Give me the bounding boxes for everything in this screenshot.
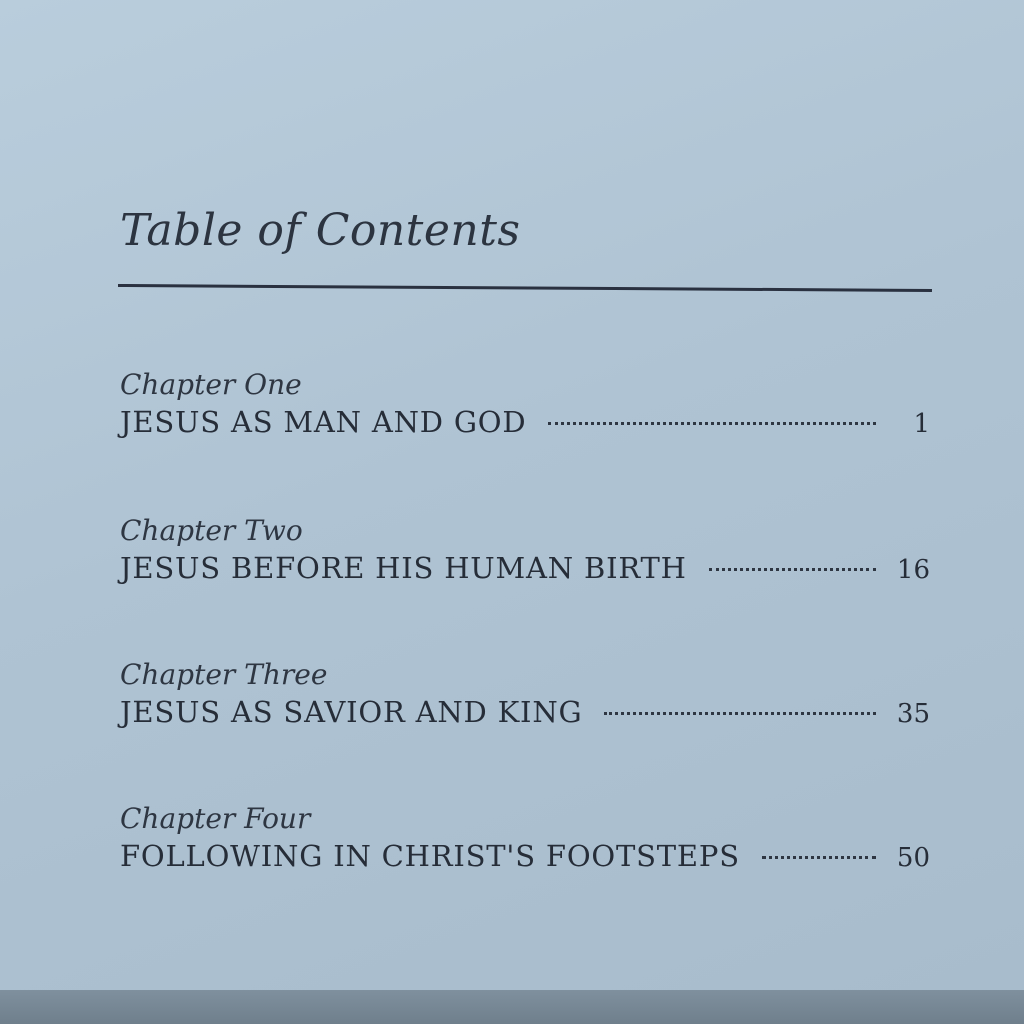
toc-entry-chapter-two — [120, 514, 930, 586]
page-title: Table of Contents — [120, 205, 521, 256]
chapter-title: JESUS AS MAN AND GOD — [120, 405, 527, 439]
toc-line — [120, 404, 930, 440]
page-number: 35 — [896, 699, 930, 729]
chapter-title: JESUS BEFORE HIS HUMAN BIRTH — [120, 551, 687, 585]
toc-entry-chapter-three — [120, 658, 930, 730]
page-number: 50 — [896, 843, 930, 873]
dot-leader — [548, 422, 876, 425]
toc-entry-chapter-four — [120, 802, 930, 874]
dot-leader — [709, 568, 876, 571]
chapter-title: FOLLOWING IN CHRIST'S FOOTSTEPS — [120, 839, 740, 873]
chapter-label: Chapter Three — [120, 658, 328, 691]
toc-line — [120, 838, 930, 874]
toc-entry-chapter-one — [120, 368, 930, 440]
chapter-label: Chapter Four — [120, 802, 311, 835]
page-number: 16 — [896, 555, 930, 585]
page-edge-shadow — [0, 990, 1024, 1024]
toc-line — [120, 694, 930, 730]
dot-leader — [762, 856, 876, 859]
dot-leader — [604, 712, 876, 715]
title-divider — [118, 284, 932, 292]
chapter-title: JESUS AS SAVIOR AND KING — [120, 695, 583, 729]
toc-line — [120, 550, 930, 586]
chapter-label: Chapter One — [120, 368, 302, 401]
page-number: 1 — [913, 409, 930, 439]
chapter-label: Chapter Two — [120, 514, 303, 547]
